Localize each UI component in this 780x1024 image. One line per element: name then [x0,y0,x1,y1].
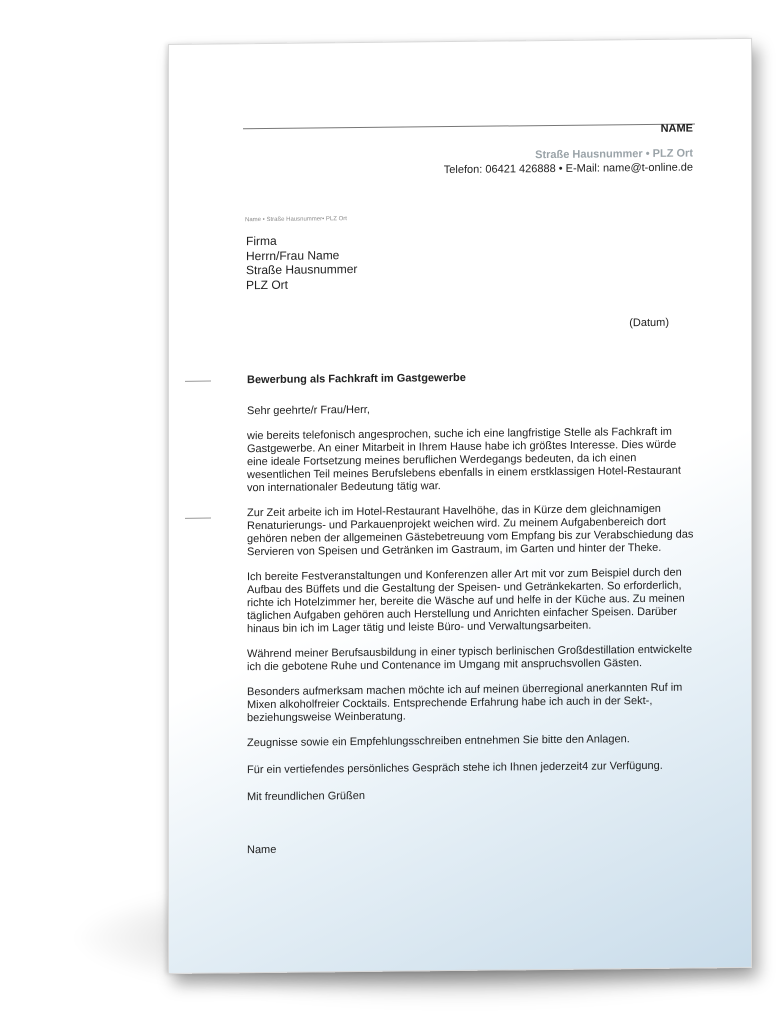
sender-return-line: Name • Straße Hausnummer• PLZ Ort [245,216,347,224]
body-paragraph: wie bereits telefonisch angesprochen, suche ich eine langfristige Stelle als Fachkraft im Gastgewerbe. An einer Mitarbeit in Ihrem Hause habe ich größtes Interesse. Dies würde eine ideale Fortsetzung meines beruflichen Werdegangs bedeuten, da ich einen wesentlichen Teil meines Berufslebens ebenfalls in einem erstklassigen Hotel-Restaurant von internationaler Bedeutung tätig war. [247,425,681,495]
letter-closing: Mit freundlichen Grüßen [247,789,365,804]
header-rule [243,123,695,129]
sender-contact: Telefon: 06421 426888 • E-Mail: name@t-online.de [443,161,693,177]
recipient-person: Herrn/Frau Name [246,247,340,263]
recipient-street: Straße Hausnummer [246,262,358,278]
letter-page [168,38,752,974]
recipient-company: Firma [246,233,277,249]
recipient-block [246,233,357,292]
letter-date: (Datum) [629,316,669,330]
body-paragraph: Während meiner Berufsausbildung in einer typisch berlinischen Großdestillation entwickelte ich die gebotene Ruhe und Contenance im Umgang mit anspruchsvollen Gästen. [247,643,693,674]
body-paragraph: Zeugnisse sowie ein Empfehlungsschreiben entnehmen Sie bitte den Anlagen. [247,733,630,750]
punch-mark [185,518,211,519]
letter-page-wrap [168,38,750,972]
letter-subject: Bewerbung als Fachkraft im Gastgewerbe [247,371,466,387]
recipient-city: PLZ Ort [246,277,289,292]
body-paragraph: Ich bereite Festveranstaltungen und Konferenzen aller Art mit vor zum Beispiel durch den Aufbau des Büffets und die Gestaltung der Speisen- und Getränkekarten. So erforderlich, richte ich Hotelzimmer her, bereite die Wäsche auf und helfe in der Küche aus. Zu meinen täglichen Aufgaben gehören auch Herstellung und Anrichten einfacher Speisen. Darüber hinaus bin ich im Lager tätig und leiste Büro- und Verwaltungsarbeiten. [247,566,685,636]
body-paragraph: Für ein vertiefendes persönliches Gespräch stehe ich Ihnen jederzeit4 zur Verfügung. [247,759,663,777]
letter-body [247,369,697,857]
letter-salutation: Sehr geehrte/r Frau/Herr, [247,403,370,418]
letter-signature: Name [247,843,277,857]
body-paragraph: Zur Zeit arbeite ich im Hotel-Restaurant Havelhöhe, das in Kürze dem gleichnamigen Renaturierungs- und Parkauenprojekt weichen wird. Zu meinem Aufgabenbereich dort gehören neben der allgemeinen Gästebetreuung vom Empfang bis zur Verabschiedung das Servieren von Speisen und Getränken im Gastraum, im Garten und hinter der Theke. [247,502,694,559]
body-paragraph: Besonders aufmerksam machen möchte ich auf meinen überregional anerkannten Ruf im Mixen alkoholfreier Cocktails. Entsprechende Erfahrung habe ich auch in der Sekt-, beziehungsweise Weinberatung. [247,681,683,725]
sender-address: Straße Hausnummer • PLZ Ort [535,147,693,162]
sender-name: NAME [660,122,693,135]
fold-mark [185,381,211,382]
